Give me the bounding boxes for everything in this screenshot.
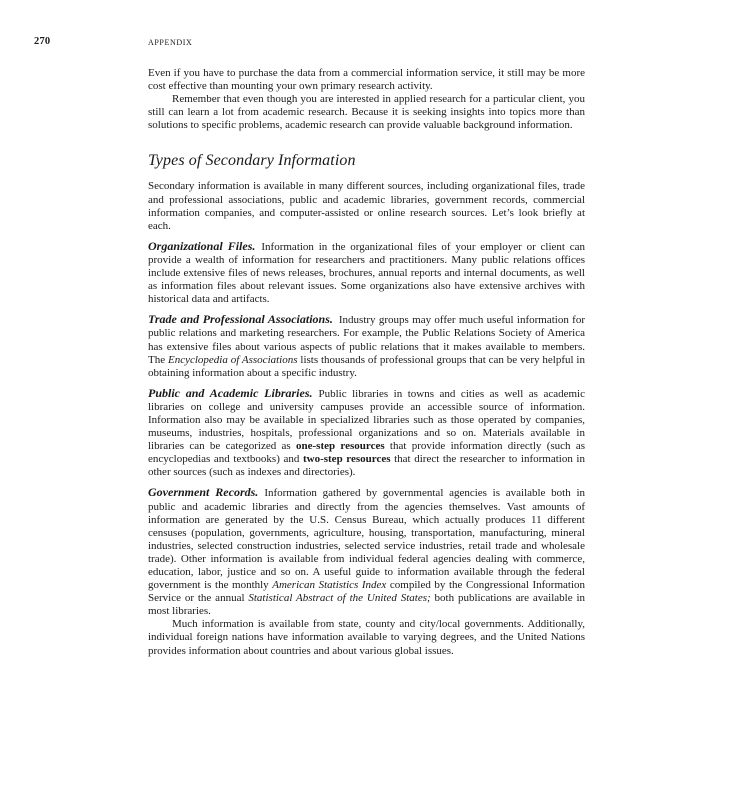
american-statistics-index-citation: American Statistics Index xyxy=(272,579,387,592)
section-heading: Types of Secondary Information xyxy=(148,152,356,170)
organizational-files-body: Information in the organizational files of your employer or client can provide a wealth of information for researchers and practitioners. Many public relations offices include extensive files of news releases, brochures, annual reports and internal documents, as well as information files about relevant issues. Some organizations also have extensive archives with historical data and artifacts. xyxy=(148,240,586,306)
two-step-resources-term: two-step resources xyxy=(302,453,391,466)
organizational-files-entry xyxy=(148,240,585,306)
libraries-entry xyxy=(148,387,585,480)
one-step-resources-term: one-step resources xyxy=(296,440,385,453)
government-records-body-c: both publications are available in most libraries. xyxy=(148,592,585,618)
libraries-heading: Public and Academic Libraries. xyxy=(148,385,313,400)
libraries-body-b: that provide information directly (such as encyclopedias and textbooks) and xyxy=(148,440,585,466)
government-records-body-a: Information gathered by governmental agencies is available both in public and academic libraries and directly from the agencies themselves. Vast amounts of information are generated by the U.S. Census Bureau, which actually produces 11 different censuses (population, governments, agriculture, housing, transportation, manufacturing, mineral industries, selected construction industries, selected service industries, retail trade and wholesale trade). Other information is available from individual federal agencies dealing with commerce, education, labor, justice and so on. A useful guide to information available through the federal government is the monthly xyxy=(148,487,586,592)
trade-associations-body-a: Industry groups may offer much useful information for public relations and marketing researchers. For example, the Public Relations Society of America has extensive files about various aspects of public relations that it makes available to members. The xyxy=(148,314,585,366)
encyclopedia-citation: Encyclopedia of Associations xyxy=(167,353,298,366)
running-head: APPENDIX xyxy=(148,38,193,47)
government-records-entry xyxy=(148,486,585,618)
libraries-body-c: that direct the researcher to information in other sources (such as indexes and directories). xyxy=(148,453,585,479)
intro-paragraph-2: Remember that even though you are interested in applied research for a particular client, you still can learn a lot from academic research. Because it is seeking insights into topics more than solutions to specific problems, academic research can provide valuable background information. xyxy=(148,93,585,132)
trade-associations-heading: Trade and Professional Associations. xyxy=(148,312,333,327)
section-intro-paragraph: Secondary information is available in many different sources, including organizational files, trade and professional associations, public and academic libraries, government records, commercial information companies, and computer-assisted or online research sources. Let’s look briefly at each. xyxy=(148,180,585,232)
statistical-abstract-citation: Statistical Abstract of the United States; xyxy=(248,592,431,605)
organizational-files-heading: Organizational Files. xyxy=(148,238,256,253)
government-records-paragraph-2: Much information is available from state, county and city/local governments. Additionally, individual foreign nations have information available to varying degrees, and the United Nations provides information about countries and about various global issues. xyxy=(148,618,585,657)
trade-associations-entry xyxy=(148,313,585,379)
libraries-body-a: Public libraries in towns and cities as well as academic libraries on college and university campuses provide an accessible source of information. Information also may be available in specialized libraries such as those operated by companies, museums, industries, hospitals, professional organizations and so on. Materials available in libraries can be categorized as xyxy=(148,387,585,453)
government-records-body-b: compiled by the Congressional Information Service or the annual xyxy=(148,579,586,605)
government-records-heading: Government Records. xyxy=(148,485,259,500)
page-number: 270 xyxy=(34,36,51,47)
trade-associations-body-b: lists thousands of professional groups that can be very helpful in obtaining information about a specific industry. xyxy=(148,353,585,379)
intro-paragraph-1: Even if you have to purchase the data from a commercial information service, it still may be more cost effective than mounting your own primary research activity. xyxy=(148,67,585,93)
body-column xyxy=(148,67,585,658)
